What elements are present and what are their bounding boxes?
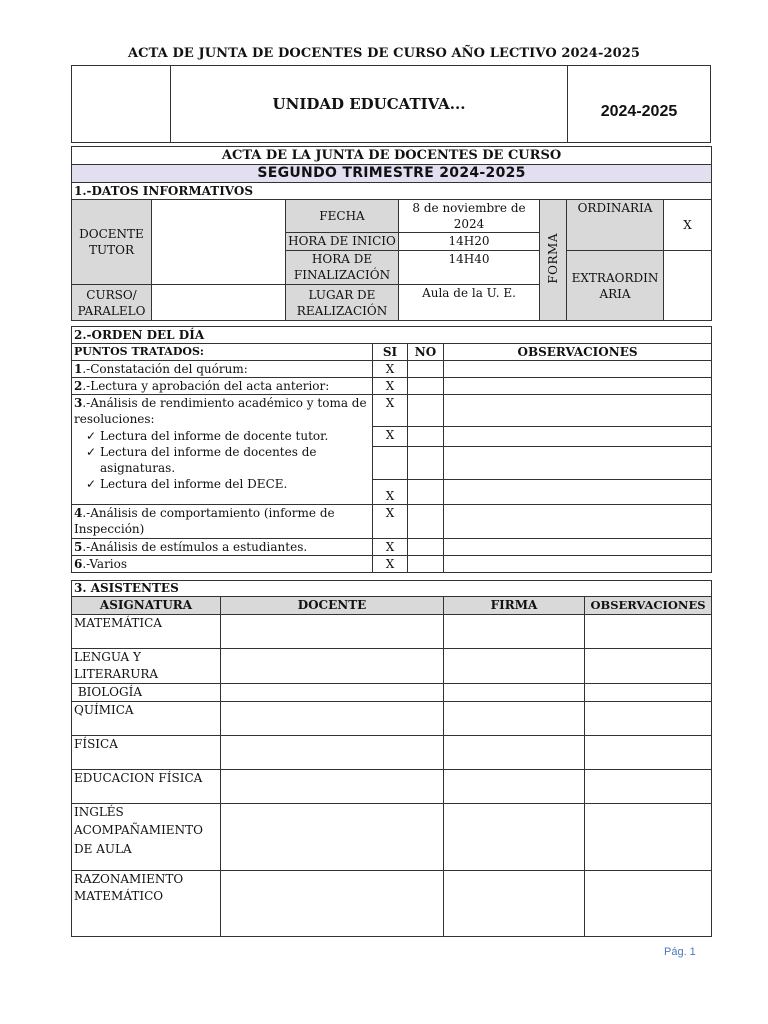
section-1-title: 1.-DATOS INFORMATIVOS: [72, 183, 712, 200]
extraordinaria-label: EXTRAORDIN ARIA: [567, 251, 664, 321]
si-mark[interactable]: X: [373, 427, 408, 447]
si-mark[interactable]: X: [373, 505, 408, 539]
section-2-title: 2.-ORDEN DEL DÍA: [72, 327, 712, 344]
logo-cell: [72, 66, 171, 143]
docente-tutor-label: DOCENTE TUTOR: [72, 200, 152, 285]
check-icon: ✓: [86, 429, 97, 443]
hora-fin-value[interactable]: 14H40: [399, 251, 540, 285]
page-number: Pág. 1: [664, 946, 696, 958]
table-row: [72, 804, 712, 871]
no-header: NO: [408, 344, 444, 361]
asignatura-cell: INGLÉS ACOMPAÑAMIENTO DE AULA: [72, 804, 221, 871]
lugar-value[interactable]: Aula de la U. E.: [399, 285, 540, 321]
table-row: [72, 702, 712, 736]
header-year: 2024-2025: [568, 66, 711, 143]
asignatura-cell: FÍSICA: [72, 736, 221, 770]
forma-cell: [540, 200, 567, 321]
orden-del-dia-table: [71, 326, 712, 573]
observaciones-header: OBSERVACIONES: [444, 344, 712, 361]
forma-label: FORMA: [546, 232, 560, 284]
curso-value[interactable]: [152, 285, 286, 321]
ordinaria-label: ORDINARIA: [567, 200, 664, 251]
table-row: [72, 684, 712, 702]
datos-informativos-table: [71, 146, 712, 321]
fecha-value[interactable]: 8 de noviembre de 2024: [399, 200, 540, 233]
hora-fin-label: HORA DE FINALIZACIÓN: [286, 251, 399, 285]
ordinaria-mark[interactable]: X: [664, 200, 712, 251]
asignatura-cell: EDUCACION FÍSICA: [72, 770, 221, 804]
header-table: [71, 65, 711, 143]
table-row: 3.-Análisis de rendimiento académico y toma de resoluciones: ✓ Lectura del informe de docente tutor. ✓ Lectura del informe de docentes de asignaturas. ✓ Lectura del informe del DECE. X: [72, 395, 712, 427]
table-row: [72, 649, 712, 684]
si-mark[interactable]: X: [373, 539, 408, 556]
trimestre-title: SEGUNDO TRIMESTRE 2024-2025: [72, 165, 712, 183]
asignatura-cell: BIOLOGÍA: [72, 684, 221, 702]
table-row: 5.-Análisis de estímulos a estudiantes. X: [72, 539, 712, 556]
si-mark[interactable]: X: [373, 361, 408, 378]
asignatura-cell: LENGUA Y LITERARURA: [72, 649, 221, 684]
si-mark[interactable]: [373, 447, 408, 480]
table-row: [72, 770, 712, 804]
check-icon: ✓: [86, 445, 97, 459]
table-row: 6.-Varios X: [72, 556, 712, 573]
docente-tutor-value[interactable]: [152, 200, 286, 285]
si-header: SI: [373, 344, 408, 361]
table-row: 2.-Lectura y aprobación del acta anterior: X: [72, 378, 712, 395]
curso-label: CURSO/ PARALELO: [72, 285, 152, 321]
asignatura-cell: RAZONAMIENTO MATEMÁTICO: [72, 871, 221, 937]
check-icon: ✓: [86, 477, 97, 491]
si-mark[interactable]: X: [373, 378, 408, 395]
document-title: ACTA DE JUNTA DE DOCENTES DE CURSO AÑO LECTIVO 2024-2025: [127, 46, 641, 61]
acta-title: ACTA DE LA JUNTA DE DOCENTES DE CURSO: [72, 147, 712, 165]
asistentes-table: [71, 580, 712, 937]
si-mark[interactable]: X: [373, 556, 408, 573]
asignatura-header: ASIGNATURA: [72, 597, 221, 615]
section-3-title: 3. ASISTENTES: [72, 581, 712, 597]
si-mark[interactable]: X: [373, 395, 408, 427]
hora-inicio-value[interactable]: 14H20: [399, 233, 540, 251]
table-row: [72, 736, 712, 770]
firma-header: FIRMA: [444, 597, 585, 615]
table-row: [72, 871, 712, 937]
extraordinaria-mark[interactable]: [664, 251, 712, 321]
table-row: [72, 615, 712, 649]
table-row: 4.-Análisis de comportamiento (informe de Inspección) X: [72, 505, 712, 539]
lugar-label: LUGAR DE REALIZACIÓN: [286, 285, 399, 321]
puntos-header: PUNTOS TRATADOS:: [72, 344, 373, 361]
table-row: 1.-Constatación del quórum: X: [72, 361, 712, 378]
observaciones-header: OBSERVACIONES: [585, 597, 712, 615]
si-mark[interactable]: X: [373, 480, 408, 505]
unit-name: UNIDAD EDUCATIVA...: [171, 66, 568, 143]
hora-inicio-label: HORA DE INICIO: [286, 233, 399, 251]
asignatura-cell: QUÍMICA: [72, 702, 221, 736]
fecha-label: FECHA: [286, 200, 399, 233]
docente-header: DOCENTE: [221, 597, 444, 615]
asignatura-cell: MATEMÁTICA: [72, 615, 221, 649]
